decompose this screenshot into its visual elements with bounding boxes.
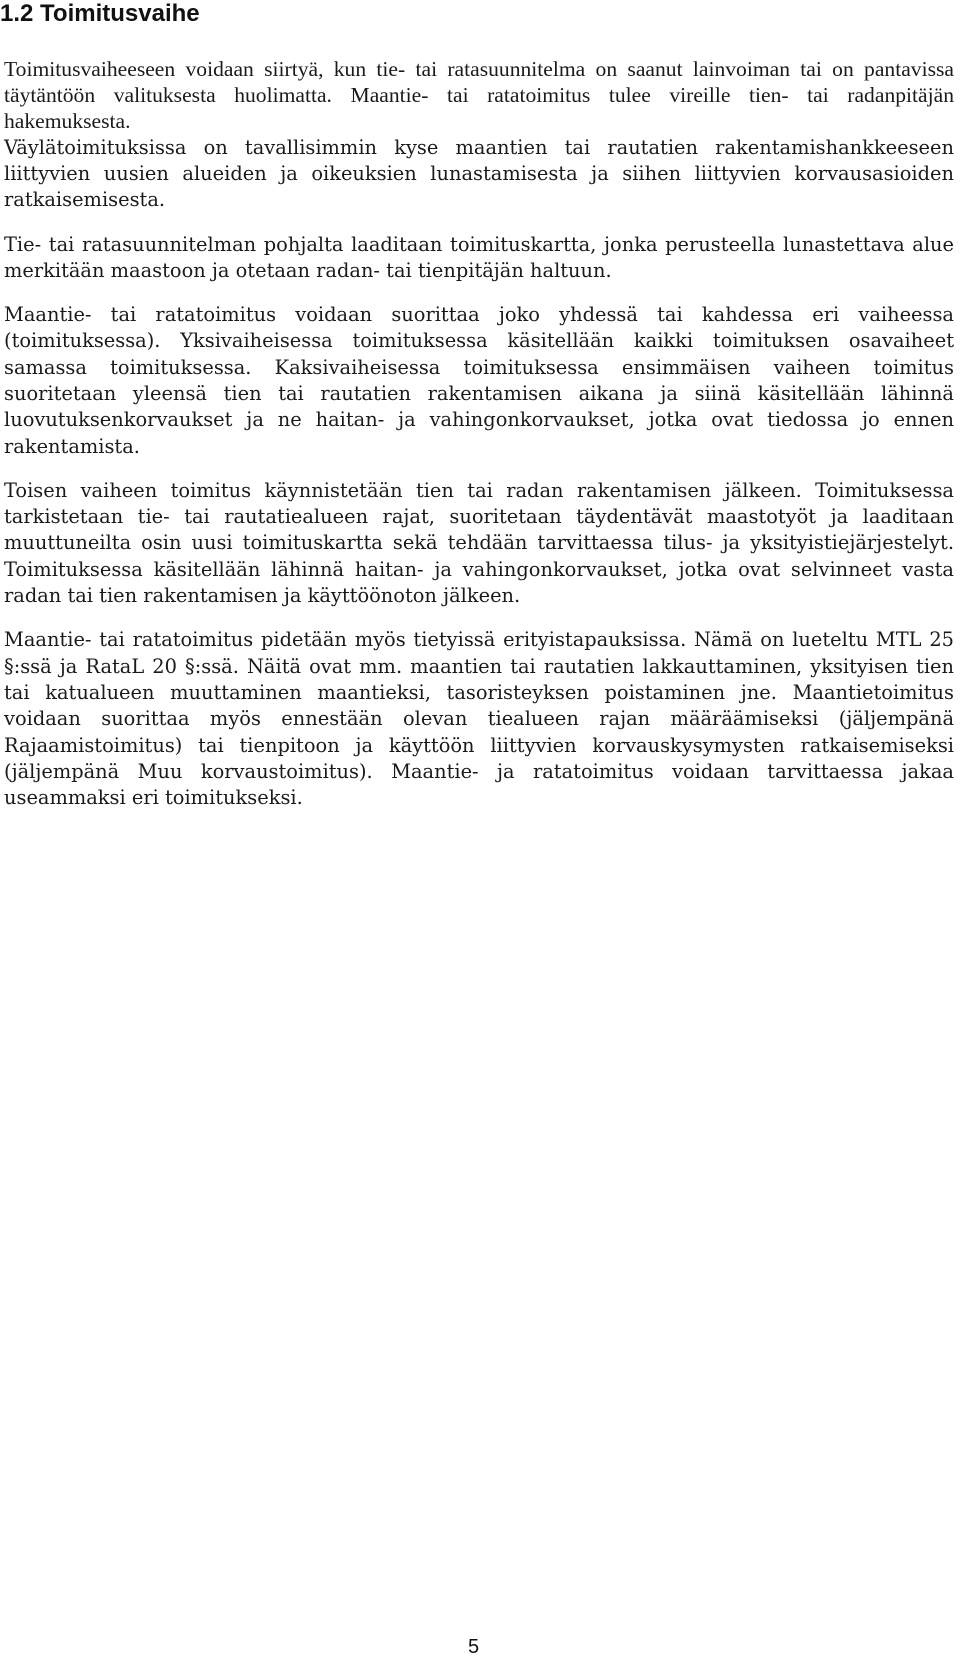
section-body	[4, 56, 954, 811]
page-number: 5	[468, 1636, 480, 1658]
paragraph-erityistapaukset: Maantie- tai ratatoimitus pidetään myös tietyissä erityistapauksissa. Nämä on lueteltu MTL 25 §:ssä ja RataL 20 §:ssä. Näitä ovat mm. maantien tai rautatien lakkauttaminen, yksityisen tien tai katualueen muuttaminen maantieksi, tasoristeyksen poistaminen jne. Maantietoimitus voidaan suorittaa myös ennestään olevan tiealueen rajan määräämiseksi (jäljempänä Rajaamistoimitus) tai tienpitoon ja käyttöön liittyvien korvauskysymysten ratkaisemiseksi (jäljempänä Muu korvaustoimitus). Maantie- ja ratatoimitus voidaan tarvittaessa jakaa useammaksi eri toimitukseksi.	[4, 628, 954, 810]
section-heading: 1.2 Toimitusvaihe	[0, 0, 200, 27]
paragraph-intro: Toimitusvaiheeseen voidaan siirtyä, kun tie- tai ratasuunnitelma on saanut lainvoiman tai on pantavissa täytäntöön valituksesta huolimatta. Maantie- tai ratatoimitus tulee vireille tien- tai radanpitäjän hakemuksesta.	[4, 57, 954, 134]
paragraph-toinen-vaihe: Toisen vaiheen toimitus käynnistetään tien tai radan rakentamisen jälkeen. Toimituksessa tarkistetaan tie- tai rautatiealueen rajat, suoritetaan täydentävät maastotyöt ja laaditaan muuttuneilta osin uusi toimituskartta sekä tehdään tarvittaessa tilus- ja yksityistiejärjestelyt. Toimituksessa käsitellään lähinnä haitan- ja vahingonkorvaukset, jotka ovat selvinneet vasta radan tai tien rakentamisen ja käyttöönoton jälkeen.	[4, 478, 954, 608]
paragraph-toimituskartta: Tie- tai ratasuunnitelman pohjalta laaditaan toimituskartta, jonka perusteella lunastettava alue merkitään maastoon ja otetaan radan- tai tienpitäjän haltuun.	[4, 232, 954, 282]
paragraph-vaylatoimitukset: Väylätoimituksissa on tavallisimmin kyse maantien tai rautatien rakentamishankkeeseen liittyvien uusien alueiden ja oikeuksien lunastamisesta ja siihen liittyvien korvausasioiden ratkaisemisesta.	[4, 135, 954, 212]
paragraph-vaiheet: Maantie- tai ratatoimitus voidaan suorittaa joko yhdessä tai kahdessa eri vaiheessa (toimituksessa). Yksivaiheisessa toimituksessa käsitellään kaikki toimituksen osavaiheet samassa toimituksessa. Kaksivaiheisessa toimituksessa ensimmäisen vaiheen toimitus suoritetaan yleensä tien tai rautatien rakentamisen aikana ja siinä käsitellään lähinnä luovutuksenkorvaukset ja ne haitan- ja vahingonkorvaukset, jotka ovat tiedossa jo ennen rakentamista.	[4, 303, 954, 458]
